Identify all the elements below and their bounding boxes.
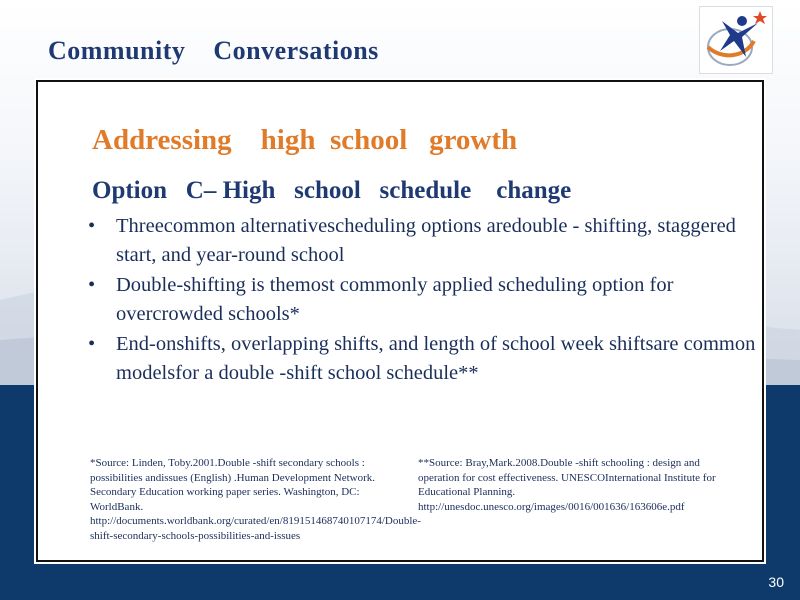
bullet-item (88, 212, 758, 270)
source-citation-right: **Source: Bray,Mark.2008.Double -shift schooling : design and operation for cost effectiveness. UNESCOInternational Institute for Educational Planning. http://unesdoc.unesco.org/images/0016/001636/163606e.pdf (418, 457, 716, 513)
source-citation-left: *Source: Linden, Toby.2001.Double -shift secondary schools : possibilities andissues (English) .Human Development Network. Secondary Education working paper series. Washington, DC: WorldBank. http://documents.worldbank.org/curated/en/819151468740107174/Double-shift-secondary-schools-possibilities-and-issues (90, 457, 421, 542)
person-star-globe-logo-icon (700, 7, 772, 73)
slide-title: Addressing high school growth (92, 124, 518, 156)
header-title: Community Conversations (48, 36, 379, 65)
bullet-marker: • (88, 215, 96, 237)
bullet-list (88, 212, 758, 389)
content-card (36, 80, 764, 562)
logo (699, 6, 773, 74)
option-title: Option C– High school schedule change (92, 177, 572, 204)
bullet-text: End-onshifts, overlapping shifts, and length of school week shiftsare common modelsfor a double -shift school schedule** (116, 333, 756, 384)
bullet-item (88, 271, 758, 329)
bullet-marker: • (88, 333, 96, 355)
page-number: 30 (768, 574, 784, 590)
bullet-text: Double-shifting is themost commonly applied scheduling option for overcrowded schools* (116, 274, 674, 325)
bullet-marker: • (88, 274, 96, 296)
bullet-text: Threecommon alternativescheduling options aredouble - shifting, staggered start, and year-round school (116, 215, 736, 266)
bullet-item (88, 330, 758, 388)
